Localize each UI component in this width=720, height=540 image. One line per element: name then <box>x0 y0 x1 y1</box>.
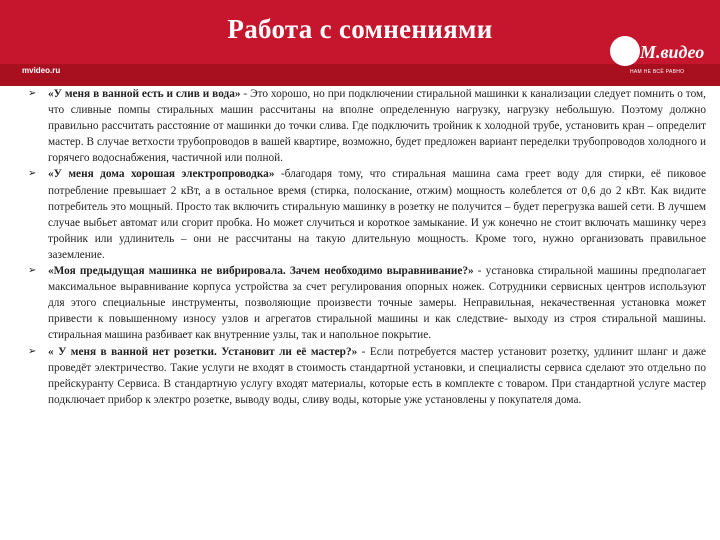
list-item <box>28 86 706 166</box>
arrow-bullet-icon: ➢ <box>28 168 37 180</box>
item-body: -благодаря тому, что стиральная машина сама греет воду для стирки, её пиковое потребление превышает 2 кВт, а в остальное время (стирка, полоскание, отжим) мощность колеблется от 0,6 до 2 кВт. Как видите потребитель это мощный. Просто так включить стиральную машинку в розетку не получится – будет перегрузка вашей сети. В лучшем случае выбьет автомат или сгорит пробка. Но может случиться и короткое замыкание. И уж конечно не стоит включать машинку через тройник или удлинитель – они не рассчитаны на такую длительную мощность. Кроме того, нужно организовать правильное заземление. <box>48 168 707 261</box>
logo-text: М.видео <box>640 42 705 62</box>
item-body: - Это хорошо, но при подключении стиральной машинки к канализации следует помнить о том, что сливные помпы стиральных машин рассчитаны на вполне определенную нагрузку, нагрузку небольшую. Поэтому должно правильно рассчитать расстояние от машинки до точки слива. Где подключить тройник к холодной трубе, установить кран – определит мастер. В случае ветхости трубопроводов в вашей квартире, возможно, будет предложен вариант переделки трубопроводов холодного и горячего водоснабжения, частичной или полной. <box>48 88 706 165</box>
site-url[interactable]: mvideo.ru <box>22 66 61 75</box>
item-body: - Если потребуется мастер установит розетку, удлинит шланг и даже проведёт электричество. Такие услуги не входят в стоимость стандартной установки, и специалисты сервиса сделают это отдельно по прейскуранту Сервиса. В стандартную услугу входят материалы, которые есть в комплекте с товаром. При стандартной услуге мастер подключает прибор к электро розетке, выводу воды, сливу воды, которые уже установлены у покупателя дома. <box>48 345 706 406</box>
page-title: Работа с сомнениями <box>227 14 493 44</box>
list-item <box>28 344 706 408</box>
list-item <box>28 263 706 343</box>
logo-circle-icon <box>610 36 640 66</box>
item-lead: «У меня в ванной есть и слив и вода» <box>48 88 241 100</box>
item-lead: «У меня дома хорошая электропроводка» <box>48 168 275 181</box>
bullet-list <box>28 86 706 408</box>
item-body: - установка стиральной машины предполагает максимальное выравнивание корпуса устройства за счет регулирования опорных ножек. Сотрудники сервисных центров используют для этого специальные инструменты, позволяющие произвести точные замеры. Неправильная, некачественная установка может привести к повышенному износу узлов и агрегатов стиральной машины и как следствие- выходу из строя стиральной машины. стиральная машина разбивает как внутренние узлы, так и напольное покрытие. <box>48 265 706 342</box>
logo-tagline: НАМ НЕ ВСЁ РАВНО <box>630 69 685 75</box>
item-lead: «Моя предыдущая машинка не вибрировала. Зачем необходимо выравнивание?» <box>48 265 474 278</box>
item-lead: « У меня в ванной нет розетки. Установит ли её мастер?» <box>48 345 358 358</box>
list-item <box>28 166 706 263</box>
arrow-bullet-icon: ➢ <box>28 345 37 357</box>
arrow-bullet-icon: ➢ <box>28 88 37 99</box>
header-bar <box>0 0 720 86</box>
mvideo-logo <box>608 36 705 82</box>
arrow-bullet-icon: ➢ <box>28 265 37 277</box>
